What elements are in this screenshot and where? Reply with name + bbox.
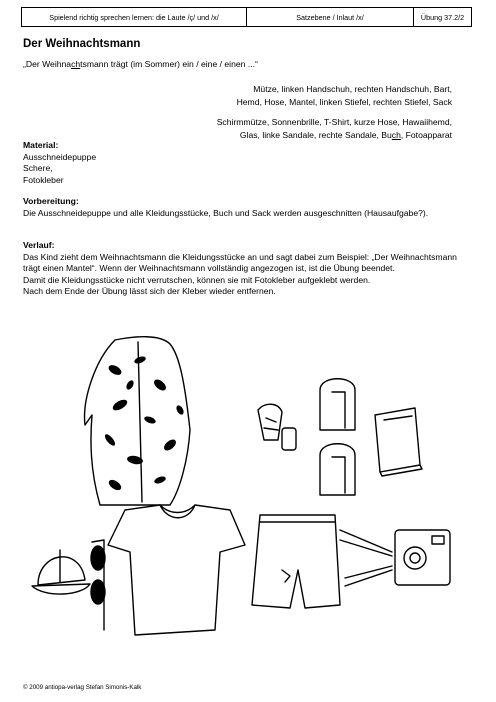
quote-underlined: ch <box>71 59 81 69</box>
copyright-footer: © 2009 antiopa-verlag Stefan Simonis-Kalk <box>23 684 142 691</box>
material-item: Ausschneidepuppe <box>23 151 97 162</box>
cap-drawing <box>32 550 90 594</box>
material-item: Fotokleber <box>23 174 64 185</box>
verlauf-paragraph-2: Damit die Kleidungsstücke nicht verrutschen, können sie mit Fotokleber aufgeklebt werden. <box>23 274 371 285</box>
material-section <box>23 140 463 186</box>
word-list-summer-underlined: ch <box>391 129 401 140</box>
material-item: Schere, <box>23 163 53 174</box>
header-series: Spielend richtig sprechen lernen: die Laute /ç/ und /x/ <box>22 8 247 26</box>
word-list-summer-post: , Fotoapparat <box>400 129 452 140</box>
verlauf-paragraph-1: Das Kind zieht dem Weihnachtsmann die Kleidungsstücke an und sagt dabei zum Beispiel: „Der Weihnachtsmann trägt einen Mantel“. Wenn der Weihnachtsmann vollständig angezogen ist, ist die Übung beendet. <box>23 251 457 274</box>
t-shirt-drawing <box>108 505 245 635</box>
header-exercise-number: Übung 37.2/2 <box>420 12 465 22</box>
header-level: Satzebene / Inlaut /x/ <box>247 8 414 26</box>
quote-pre: „Der Weihna <box>23 59 72 69</box>
page-title: Der Weihnachtsmann <box>23 38 141 50</box>
shorts-drawing <box>252 515 340 608</box>
verlauf-section <box>23 240 463 298</box>
quote-post: tsmann trägt (im Sommer) ein / eine / einen ...“ <box>80 59 258 69</box>
header-bar <box>21 7 472 27</box>
vorbereitung-text: Die Ausschneidepuppe und alle Kleidungsstücke, Buch und Sack werden ausgeschnitten (Hausaufgabe?). <box>23 207 429 218</box>
vorbereitung-heading: Vorbereitung: <box>23 196 79 206</box>
glass-drawing <box>258 404 296 450</box>
verlauf-paragraph-3: Nach dem Ende der Übung lässt sich der Kleber wieder entfernen. <box>23 286 276 297</box>
camera-drawing <box>340 530 450 586</box>
word-list-winter-line-1: Mütze, linken Handschuh, rechten Handschuh, Bart, <box>253 84 452 94</box>
vorbereitung-section <box>23 196 463 219</box>
word-list-winter <box>237 83 452 108</box>
verlauf-heading: Verlauf: <box>23 240 55 250</box>
cutout-clothing-illustration <box>20 330 470 650</box>
word-list-summer-line-1: Schirmmütze, Sonnenbrille, T-Shirt, kurze Hose, Hawaiihemd, <box>216 117 452 127</box>
word-list-winter-line-2: Hemd, Hose, Mantel, linken Stiefel, rechten Stiefel, Sack <box>236 96 452 107</box>
sandals-drawing <box>320 379 355 495</box>
book-drawing <box>375 408 422 476</box>
target-sentence <box>23 59 258 69</box>
word-list-summer <box>217 116 452 141</box>
material-heading: Material: <box>23 140 59 150</box>
word-list-summer-pre: Glas, linke Sandale, rechte Sandale, Bu <box>239 129 392 140</box>
hawaii-shirt-drawing <box>85 337 190 505</box>
sunglasses-drawing <box>91 540 105 630</box>
